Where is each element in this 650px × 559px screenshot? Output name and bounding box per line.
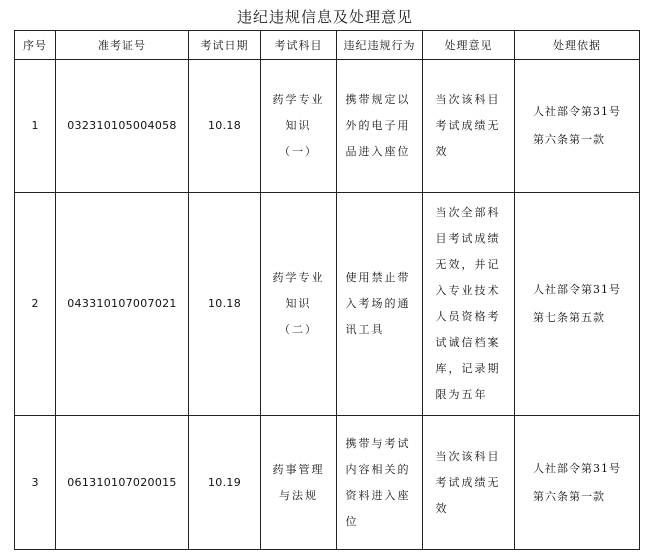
opinion-line: 库，记录期 bbox=[435, 362, 501, 375]
row-no: 2 bbox=[15, 193, 56, 416]
subject-line: 知识 bbox=[285, 297, 312, 310]
opinion-line: 人员资格考 bbox=[435, 310, 501, 323]
subject-cell bbox=[261, 60, 337, 193]
header-exam-date: 考试日期 bbox=[189, 31, 261, 60]
basis-line: 人社部令第31号 bbox=[533, 461, 621, 475]
basis-line: 第六条第一款 bbox=[533, 133, 605, 146]
basis-line: 人社部令第31号 bbox=[533, 283, 621, 296]
opinion-line: 当次全部科 bbox=[435, 206, 501, 219]
basis-line: 第七条第五款 bbox=[533, 311, 605, 324]
row-no: 3 bbox=[15, 416, 56, 550]
exam-id: 032310105004058 bbox=[56, 60, 189, 193]
violation-cell bbox=[337, 60, 423, 193]
exam-id: 043310107007021 bbox=[56, 193, 189, 416]
header-subject: 考试科目 bbox=[261, 31, 337, 60]
header-no: 序号 bbox=[15, 31, 56, 60]
basis-line: 人社部令第31号 bbox=[533, 105, 621, 118]
basis-line: 第六条第一款 bbox=[533, 489, 605, 503]
table-row bbox=[15, 416, 640, 550]
subject-line: 知识 bbox=[285, 119, 312, 132]
opinion-line: 当次该科目 bbox=[435, 93, 501, 106]
page-title: 违纪违规信息及处理意见 bbox=[236, 8, 413, 26]
exam-id: 061310107020015 bbox=[56, 416, 189, 550]
violation-line: 内容相关的 bbox=[345, 462, 411, 476]
subject-line: 与法规 bbox=[279, 488, 318, 502]
opinion-cell bbox=[423, 193, 515, 416]
opinion-line: 目考试成绩 bbox=[435, 232, 501, 245]
header-violation: 违纪违规行为 bbox=[337, 31, 423, 60]
subject-cell bbox=[261, 193, 337, 416]
violation-line: 入考场的通 bbox=[345, 297, 411, 310]
header-basis: 处理依据 bbox=[515, 31, 640, 60]
violation-line: 外的电子用 bbox=[345, 119, 411, 132]
table-row bbox=[15, 60, 640, 193]
row-no: 1 bbox=[15, 60, 56, 193]
opinion-line: 入专业技术 bbox=[435, 284, 501, 297]
table-header-row bbox=[15, 31, 640, 60]
violation-cell bbox=[337, 416, 423, 550]
violation-line: 使用禁止带 bbox=[345, 271, 411, 284]
table-row bbox=[15, 193, 640, 416]
opinion-line: 效 bbox=[435, 501, 449, 515]
exam-date: 10.18 bbox=[189, 60, 261, 193]
subject-line: （一） bbox=[279, 145, 318, 158]
subject-line: 药事管理 bbox=[272, 462, 325, 476]
basis-cell bbox=[515, 193, 640, 416]
opinion-cell bbox=[423, 60, 515, 193]
opinion-line: 当次该科目 bbox=[435, 449, 501, 463]
opinion-line: 试诚信档案 bbox=[435, 336, 501, 349]
opinion-line: 考试成绩无 bbox=[435, 475, 501, 489]
subject-cell bbox=[261, 416, 337, 550]
subject-line: （二） bbox=[279, 323, 318, 336]
header-opinion: 处理意见 bbox=[423, 31, 515, 60]
opinion-cell bbox=[423, 416, 515, 550]
violation-line: 品进入座位 bbox=[345, 145, 411, 158]
violation-line: 讯工具 bbox=[345, 323, 385, 336]
violations-table bbox=[14, 30, 640, 550]
basis-cell bbox=[515, 416, 640, 550]
subject-line: 药学专业 bbox=[272, 93, 325, 106]
violation-line: 携带与考试 bbox=[345, 436, 411, 450]
opinion-line: 无效，并记 bbox=[435, 258, 501, 271]
violation-line: 位 bbox=[345, 514, 359, 528]
opinion-line: 考试成绩无 bbox=[435, 119, 501, 132]
opinion-line: 限为五年 bbox=[435, 388, 488, 401]
violation-cell bbox=[337, 193, 423, 416]
basis-cell bbox=[515, 60, 640, 193]
exam-date: 10.19 bbox=[189, 416, 261, 550]
violation-line: 资料进入座 bbox=[345, 488, 411, 502]
exam-date: 10.18 bbox=[189, 193, 261, 416]
opinion-line: 效 bbox=[435, 145, 449, 158]
violation-line: 携带规定以 bbox=[345, 93, 411, 106]
header-exam-id: 准考证号 bbox=[56, 31, 189, 60]
subject-line: 药学专业 bbox=[272, 271, 325, 284]
